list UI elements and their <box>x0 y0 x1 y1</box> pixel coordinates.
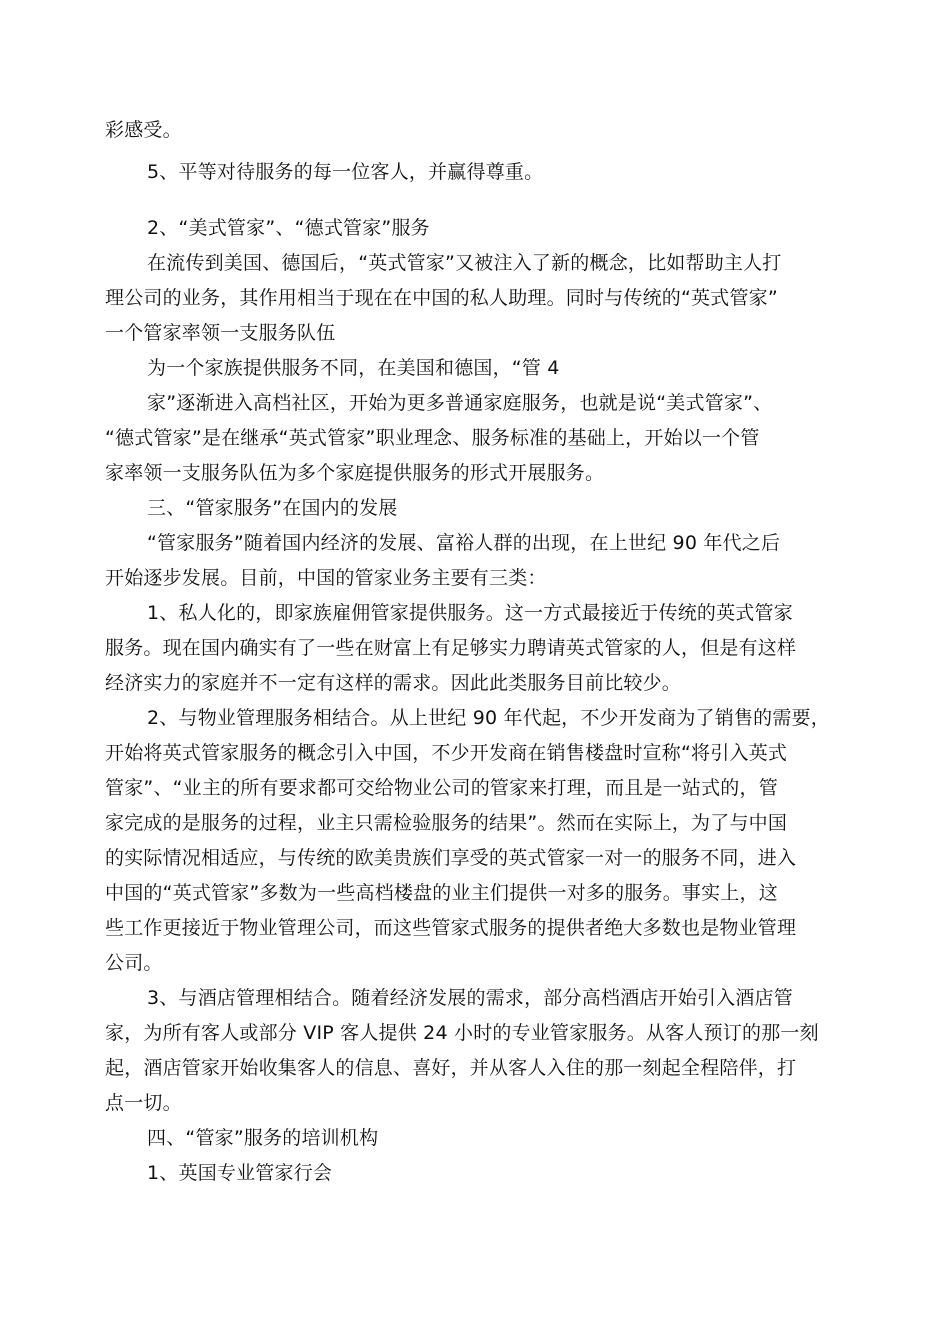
text-line: 中国的“英式管家”多数为一些高档楼盘的业主们提供一对多的服务。事实上，这 <box>105 882 778 904</box>
text-line: 起，酒店管家开始收集客人的信息、喜好，并从客人入住的那一刻起全程陪伴，打 <box>105 1057 797 1079</box>
text-line: 彩感受。 <box>105 119 182 141</box>
text-line: 家”逐渐进入高档社区，开始为更多普通家庭服务，也就是说“美式管家”、 <box>147 392 773 414</box>
section-heading: 三、“管家服务”在国内的发展 <box>147 497 398 519</box>
section-heading: 2、“美式管家”、“德式管家”服务 <box>147 217 430 239</box>
text-line: 家率领一支服务队伍为多个家庭提供服务的形式开展服务。 <box>105 462 605 484</box>
text-line: 服务。现在国内确实有了一些在财富上有足够实力聘请英式管家的人，但是有这样 <box>105 637 797 659</box>
text-line: 点一切。 <box>105 1092 182 1114</box>
text-line: 的实际情况相适应，与传统的欧美贵族们享受的英式管家一对一的服务不同，进入 <box>105 847 797 869</box>
text-line: 些工作更接近于物业管理公司，而这些管家式服务的提供者绝大多数也是物业管理 <box>105 917 797 939</box>
text-line: 家，为所有客人或部分 VIP 客人提供 24 小时的专业管家服务。从客人预订的那一刻 <box>105 1022 819 1044</box>
text-line: “管家服务”随着国内经济的发展、富裕人群的出现，在上世纪 90 年代之后 <box>147 532 781 554</box>
text-line: 经济实力的家庭并不一定有这样的需求。因此此类服务目前比较少。 <box>105 672 682 694</box>
text-line: 2、与物业管理服务相结合。从上世纪 90 年代起，不少开发商为了销售的需要， <box>147 707 830 729</box>
text-line: “德式管家”是在继承“英式管家”职业理念、服务标准的基础上，开始以一个管 <box>105 427 760 449</box>
text-line: 1、私人化的，即家族雇佣管家提供服务。这一方式最接近于传统的英式管家 <box>147 602 793 624</box>
text-line: 一个管家率领一支服务队伍 <box>105 322 336 344</box>
text-line: 在流传到美国、德国后，“英式管家”又被注入了新的概念，比如帮助主人打 <box>147 252 782 274</box>
text-line: 1、英国专业管家行会 <box>147 1162 333 1184</box>
text-line: 公司。 <box>105 952 163 974</box>
section-heading: 四、“管家”服务的培训机构 <box>147 1127 379 1149</box>
text-line: 家完成的是服务的过程，业主只需检验服务的结果”。然而在实际上，为了与中国 <box>105 812 788 834</box>
text-line: 开始将英式管家服务的概念引入中国，不少开发商在销售楼盘时宣称“将引入英式 <box>105 742 788 764</box>
text-line: 开始逐步发展。目前，中国的管家业务主要有三类： <box>105 567 547 589</box>
text-line: 理公司的业务，其作用相当于现在在中国的私人助理。同时与传统的“英式管家” <box>105 287 778 309</box>
text-line: 为一个家族提供服务不同，在美国和德国，“管 4 <box>147 357 560 379</box>
text-line: 5、平等对待服务的每一位客人，并赢得尊重。 <box>147 161 544 183</box>
text-line: 3、与酒店管理相结合。随着经济发展的需求，部分高档酒店开始引入酒店管 <box>147 987 793 1009</box>
text-line: 管家”、“业主的所有要求都可交给物业公司的管家来打理，而且是一站式的，管 <box>105 777 778 799</box>
